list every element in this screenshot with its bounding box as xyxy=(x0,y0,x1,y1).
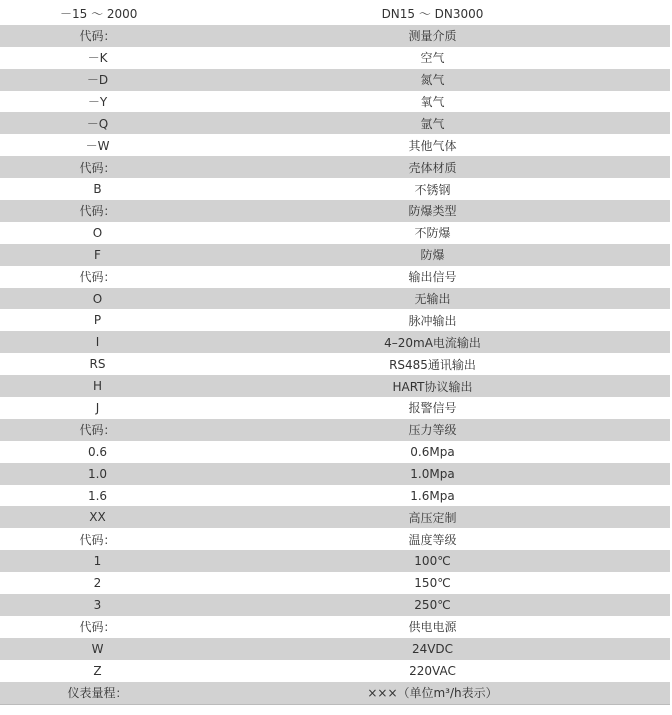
table-row xyxy=(0,397,670,419)
code-cell: －15 ～ 2000 xyxy=(60,7,138,22)
table-row xyxy=(0,69,670,91)
desc-cell: 1.0Mpa xyxy=(410,466,455,481)
desc-cell: 其他气体 xyxy=(408,138,457,153)
code-cell: 1 xyxy=(93,554,102,569)
table-row xyxy=(0,419,670,441)
desc-cell: 高压定制 xyxy=(408,510,457,525)
table-row xyxy=(0,616,670,638)
table-row xyxy=(0,550,670,572)
desc-cell: 空气 xyxy=(420,51,445,66)
desc-cell: 防爆类型 xyxy=(408,204,457,219)
table-row xyxy=(0,375,670,397)
table-row xyxy=(0,288,670,310)
desc-cell: 氮气 xyxy=(420,73,445,88)
table-row xyxy=(0,353,670,375)
table-row xyxy=(0,91,670,113)
table-row xyxy=(0,638,670,660)
desc-cell: 输出信号 xyxy=(408,270,457,285)
table-row xyxy=(0,441,670,463)
desc-cell: 不锈钢 xyxy=(414,182,451,197)
code-cell: O xyxy=(92,225,103,240)
code-cell: 代码： xyxy=(79,620,116,635)
desc-cell: 24VDC xyxy=(411,641,454,656)
spec-table xyxy=(0,3,670,705)
table-row xyxy=(0,156,670,178)
desc-cell: 无输出 xyxy=(414,292,451,307)
table-row xyxy=(0,222,670,244)
code-cell: 代码： xyxy=(79,204,116,219)
code-cell: 代码： xyxy=(79,423,116,438)
desc-cell: 脉冲输出 xyxy=(408,313,457,328)
table-row xyxy=(0,3,670,25)
table-row xyxy=(0,572,670,594)
table-row xyxy=(0,660,670,682)
code-cell: XX xyxy=(89,510,106,525)
table-row xyxy=(0,506,670,528)
code-cell: 代码： xyxy=(79,532,116,547)
desc-cell: ×××（单位m³/h表示） xyxy=(367,686,498,701)
table-row xyxy=(0,485,670,507)
code-cell: F xyxy=(94,247,101,262)
table-row xyxy=(0,594,670,616)
code-cell: －W xyxy=(85,138,110,153)
desc-cell: 温度等级 xyxy=(408,532,457,547)
code-cell: 2 xyxy=(93,576,102,591)
code-cell: 0.6 xyxy=(87,444,108,459)
code-cell: 仪表量程： xyxy=(67,686,128,701)
table-row xyxy=(0,112,670,134)
code-cell: 代码： xyxy=(79,29,116,44)
desc-cell: HART协议输出 xyxy=(392,379,473,394)
desc-cell: 不防爆 xyxy=(414,226,451,241)
desc-cell: 100℃ xyxy=(414,554,451,569)
table-row xyxy=(0,528,670,550)
table-row xyxy=(0,47,670,69)
code-cell: I xyxy=(95,335,100,350)
code-cell: 3 xyxy=(93,597,102,612)
desc-cell: RS485通讯输出 xyxy=(389,357,476,372)
table-row xyxy=(0,244,670,266)
table-row xyxy=(0,463,670,485)
table-row xyxy=(0,134,670,156)
table-row xyxy=(0,178,670,200)
table-row xyxy=(0,25,670,47)
desc-cell: 220VAC xyxy=(409,663,456,678)
desc-cell: 测量介质 xyxy=(408,29,457,44)
desc-cell: 4–20mA电流输出 xyxy=(384,335,481,350)
desc-cell: 0.6Mpa xyxy=(410,444,455,459)
desc-cell: 1.6Mpa xyxy=(410,488,455,503)
desc-cell: 供电电源 xyxy=(408,620,457,635)
desc-cell: DN15 ～ DN3000 xyxy=(381,7,484,22)
desc-cell: 氧气 xyxy=(420,95,445,109)
code-cell: RS xyxy=(89,357,106,372)
code-cell: W xyxy=(91,641,104,656)
code-cell: 1.6 xyxy=(87,488,108,503)
code-cell: O xyxy=(92,291,103,306)
code-cell: Z xyxy=(93,663,102,678)
table-row xyxy=(0,682,670,705)
code-cell: －D xyxy=(86,73,109,88)
table-row xyxy=(0,331,670,353)
table-row xyxy=(0,266,670,288)
desc-cell: 150℃ xyxy=(414,576,451,591)
table-row xyxy=(0,309,670,331)
code-cell: 代码： xyxy=(79,160,116,175)
desc-cell: 防爆 xyxy=(420,248,445,263)
code-cell: 1.0 xyxy=(87,466,108,481)
code-cell: H xyxy=(92,379,103,394)
code-cell: B xyxy=(93,182,102,197)
desc-cell: 壳体材质 xyxy=(408,160,457,175)
desc-cell: 250℃ xyxy=(414,597,451,612)
code-cell: －Q xyxy=(86,116,109,131)
code-cell: 代码： xyxy=(79,270,116,285)
desc-cell: 氩气 xyxy=(420,116,445,131)
code-cell: P xyxy=(93,313,102,328)
code-cell: －Y xyxy=(87,95,108,109)
desc-cell: 压力等级 xyxy=(408,423,457,438)
table-row xyxy=(0,200,670,222)
code-cell: J xyxy=(95,400,100,415)
code-cell: －K xyxy=(87,51,108,66)
desc-cell: 报警信号 xyxy=(408,401,457,416)
